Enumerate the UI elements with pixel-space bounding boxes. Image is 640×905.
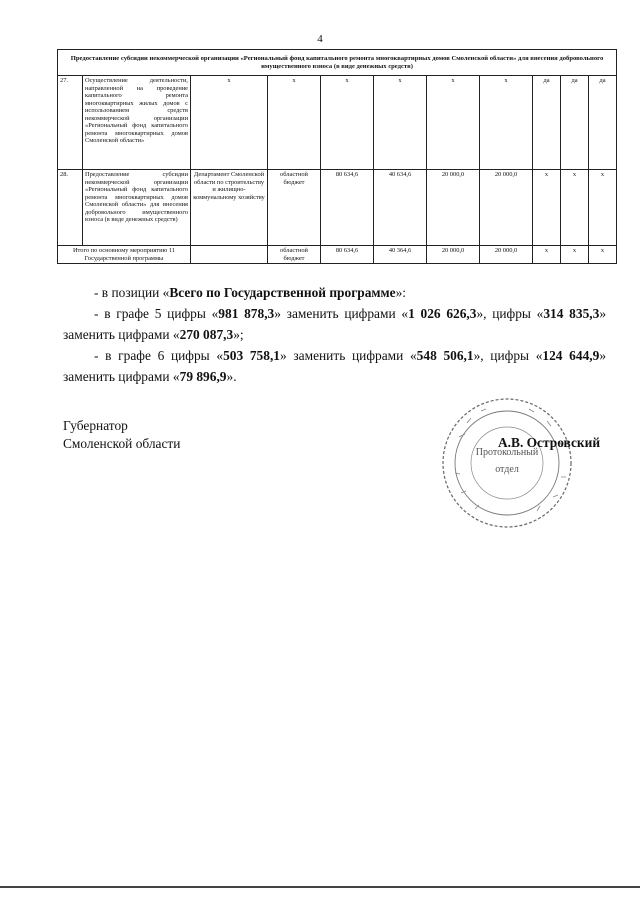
stamp-line-2: отдел xyxy=(495,464,519,475)
table-cell: х xyxy=(374,76,427,170)
table-cell: х xyxy=(427,76,480,170)
table-cell-year3: 20 000,0 xyxy=(480,170,533,246)
table-cell: х xyxy=(268,76,321,170)
signature-title xyxy=(63,417,180,453)
table-cell: х xyxy=(561,170,589,246)
table-row xyxy=(58,76,617,170)
table-cell: х xyxy=(191,76,268,170)
table-section-header: Предоставление субсидии некоммерческой организации «Региональный фонд капитального ремонта многоквартирных домов Смоленской области» для внесения добровольного имущественного взноса (в виде денежных средств) xyxy=(58,50,617,76)
table-cell-source: областной бюджет xyxy=(268,170,321,246)
amendment-column-5: - в графе 5 цифры «981 878,3» заменить цифрами «1 026 626,3», цифры «314 835,3» заменить цифрами «270 087,3»; xyxy=(63,306,607,342)
table-cell: да xyxy=(589,76,617,170)
table-cell-total: 80 634,6 xyxy=(321,246,374,264)
table-cell: х xyxy=(533,170,561,246)
page-number: 4 xyxy=(317,33,323,45)
table-cell-source: областной бюджет xyxy=(268,246,321,264)
protocol-stamp-icon xyxy=(437,393,577,533)
table-cell-year1: 40 634,6 xyxy=(374,170,427,246)
table-cell: да xyxy=(561,76,589,170)
table-cell: х xyxy=(480,76,533,170)
amendment-position-line: - в позиции «Всего по Государственной программе»: xyxy=(94,285,407,300)
table-total-row xyxy=(58,246,617,264)
table-cell-year2: 20 000,0 xyxy=(427,170,480,246)
table-cell-description: Осуществление деятельности, направленной на проведение капитального ремонта многоквартирных жилых домов с использованием средств некоммерческой организации «Региональный фонд капитального ремонта многоквартирных домов Смоленской области» xyxy=(83,76,191,170)
table-cell-total: 80 634,6 xyxy=(321,170,374,246)
signatory-name: А.В. Островский xyxy=(498,435,601,450)
table-cell-total-label: Итого по основному мероприятию 11 Государственной программы xyxy=(58,246,191,264)
table-cell-year3: 20 000,0 xyxy=(480,246,533,264)
stamp-line-1: Протокольный xyxy=(475,447,539,458)
signature-title-line: Губернатор xyxy=(63,418,128,433)
table-cell-number: 28. xyxy=(58,170,83,246)
table-cell: да xyxy=(533,76,561,170)
table-cell-year1: 40 364,6 xyxy=(374,246,427,264)
table-cell: х xyxy=(589,170,617,246)
table-header-row xyxy=(58,50,617,76)
page-bottom-rule xyxy=(0,886,640,888)
table-cell: х xyxy=(321,76,374,170)
amendments-text xyxy=(63,282,606,387)
signature-title-line: Смоленской области xyxy=(63,436,181,451)
table-cell xyxy=(191,246,268,264)
table-cell: х xyxy=(561,246,589,264)
table-cell-number: 27. xyxy=(58,76,83,170)
table-cell: х xyxy=(589,246,617,264)
table-cell-executor: Департамент Смоленской области по строительству и жилищно-коммунальному хозяйству xyxy=(191,170,268,246)
amendment-column-6: - в графе 6 цифры «503 758,1» заменить цифрами «548 506,1», цифры «124 644,9» заменить цифрами «79 896,9». xyxy=(63,348,607,384)
position-name: Всего по Государственной программе xyxy=(169,285,396,300)
table-cell-description: Предоставление субсидии некоммерческой организации «Региональный фонд капитального ремонта многоквартирных домов Смоленской области» для внесения добровольного имущественного взноса (в виде денежных средств) xyxy=(83,170,191,246)
table-cell-year2: 20 000,0 xyxy=(427,246,480,264)
table-row xyxy=(58,170,617,246)
table-cell: х xyxy=(533,246,561,264)
budget-table xyxy=(57,49,617,264)
